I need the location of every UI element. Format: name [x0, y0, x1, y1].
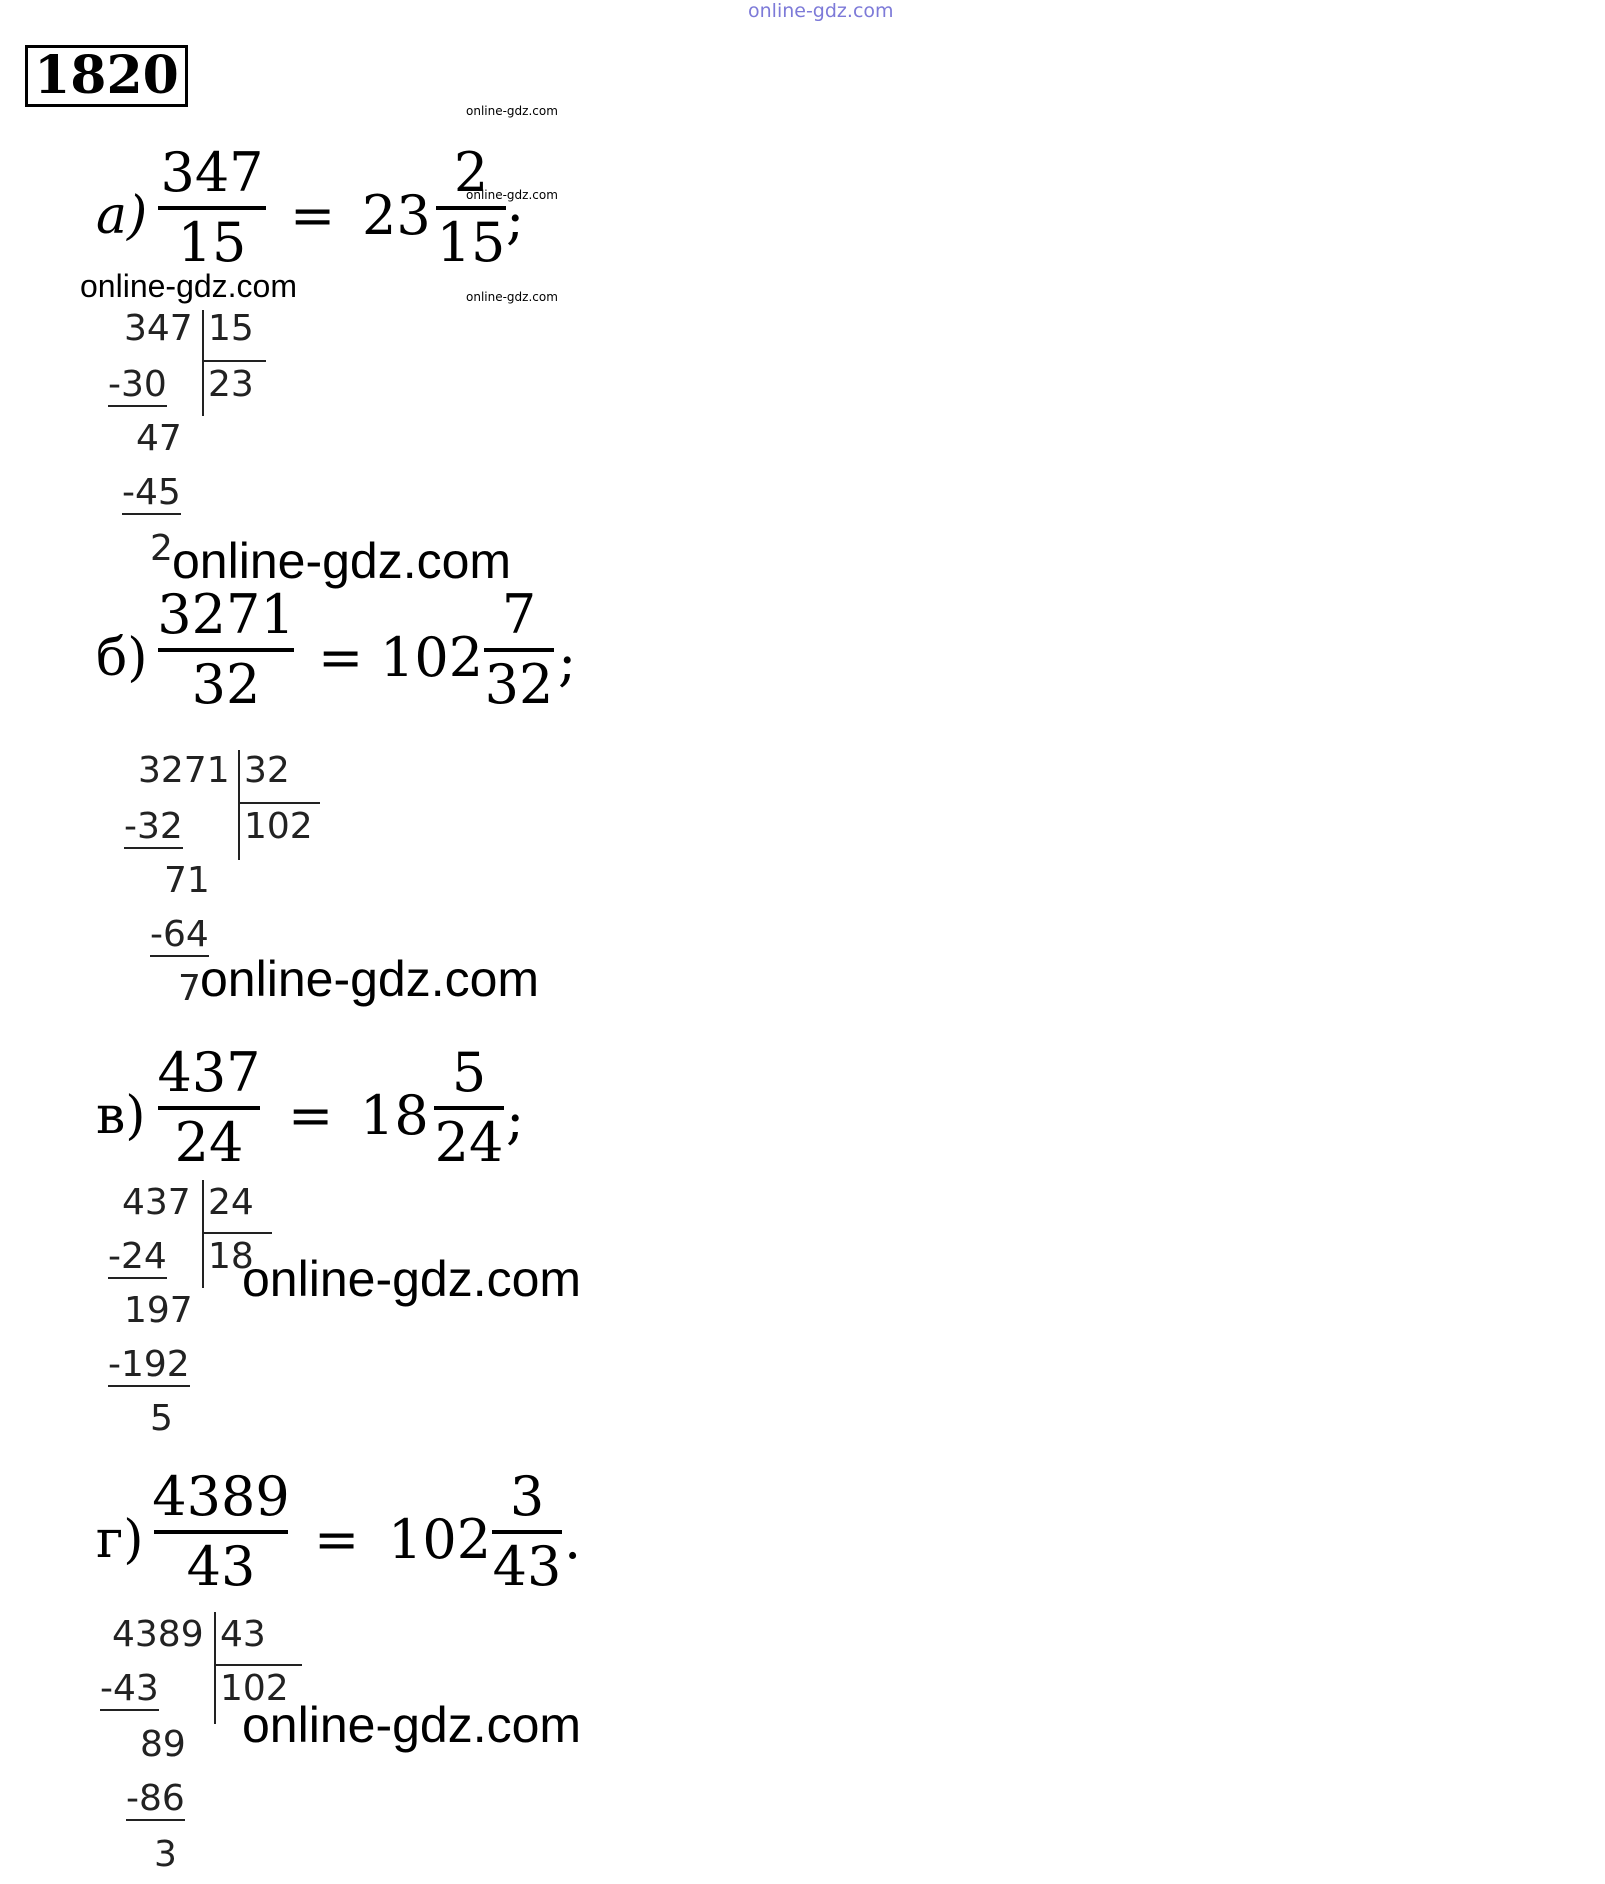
remainder: 7	[178, 968, 201, 1009]
remainder: 5	[150, 1398, 173, 1439]
dividend: 4389	[112, 1614, 204, 1655]
numerator: 3271	[157, 583, 295, 646]
watermark-large: online-gdz.com	[172, 533, 512, 589]
denominator: 15	[436, 211, 506, 274]
quotient: 23	[208, 364, 254, 405]
equals-sign: =	[314, 1508, 360, 1571]
watermark-small: online-gdz.com	[466, 188, 558, 202]
denominator: 24	[434, 1111, 504, 1174]
part-label: а)	[96, 186, 148, 246]
quotient: 102	[244, 806, 313, 847]
numerator: 3	[509, 1465, 545, 1528]
remainder: 2	[150, 528, 173, 569]
whole-part: 102	[388, 1508, 492, 1571]
proper-fraction	[434, 1040, 504, 1176]
denominator: 43	[492, 1535, 562, 1598]
watermark-small: online-gdz.com	[466, 104, 558, 118]
numerator: 437	[157, 1041, 261, 1104]
proper-fraction	[492, 1464, 562, 1600]
division-horizontal-line	[216, 1664, 302, 1666]
improper-fraction	[158, 1040, 260, 1176]
divisor: 32	[244, 750, 290, 791]
denominator: 43	[186, 1535, 256, 1598]
proper-fraction	[484, 582, 554, 718]
division-step: -32	[124, 806, 183, 847]
proper-fraction	[436, 140, 506, 276]
dividend: 347	[124, 308, 193, 349]
division-vertical-line	[202, 310, 204, 416]
division-step: -30	[108, 364, 167, 405]
denominator: 24	[174, 1111, 244, 1174]
division-step: -64	[150, 914, 209, 955]
watermark-medium: online-gdz.com	[80, 268, 297, 304]
numerator: 4389	[152, 1465, 290, 1528]
watermark-large: online-gdz.com	[242, 1251, 582, 1307]
division-horizontal-line	[204, 360, 266, 362]
divisor: 24	[208, 1182, 254, 1223]
quotient: 102	[220, 1668, 289, 1709]
division-step: -43	[100, 1668, 159, 1709]
division-step: 47	[136, 418, 182, 459]
division-vertical-line	[214, 1612, 216, 1724]
numerator: 5	[451, 1041, 487, 1104]
part-label: б)	[96, 628, 148, 688]
problem-number: 1820	[25, 45, 188, 107]
equals-sign: =	[288, 1084, 334, 1147]
denominator: 32	[484, 653, 554, 716]
improper-fraction	[158, 582, 294, 718]
division-step: -45	[122, 472, 181, 513]
dividend: 437	[122, 1182, 191, 1223]
whole-part: 102	[380, 626, 484, 689]
denominator: 15	[177, 211, 247, 274]
quotient: 18	[208, 1236, 254, 1277]
part-label: в)	[96, 1086, 146, 1146]
division-step: -86	[126, 1778, 185, 1819]
watermark-small: online-gdz.com	[466, 290, 558, 304]
numerator: 347	[160, 141, 264, 204]
watermark-large: online-gdz.com	[242, 1697, 582, 1753]
division-step: 197	[124, 1290, 193, 1331]
denominator: 32	[191, 653, 261, 716]
equals-sign: =	[290, 184, 336, 247]
division-vertical-line	[238, 750, 240, 860]
divisor: 43	[220, 1614, 266, 1655]
equals-sign: =	[318, 626, 364, 689]
top-watermark: online-gdz.com	[748, 0, 894, 22]
improper-fraction	[158, 140, 266, 276]
numerator: 7	[501, 583, 537, 646]
division-step: 89	[140, 1724, 186, 1765]
division-step: -192	[108, 1344, 190, 1385]
division-horizontal-line	[204, 1232, 272, 1234]
dividend: 3271	[138, 750, 230, 791]
numerator: 2	[453, 141, 489, 204]
end-punctuation: ;	[558, 630, 577, 693]
divisor: 15	[208, 308, 254, 349]
end-punctuation: ;	[506, 1088, 525, 1151]
part-label: г)	[96, 1510, 144, 1570]
end-punctuation: ;	[506, 188, 525, 251]
end-punctuation: .	[564, 1508, 582, 1571]
improper-fraction	[154, 1464, 288, 1600]
whole-part: 18	[360, 1084, 429, 1147]
division-vertical-line	[202, 1180, 204, 1288]
watermark-large: online-gdz.com	[200, 951, 540, 1007]
division-horizontal-line	[240, 802, 320, 804]
division-step: -24	[108, 1236, 167, 1277]
remainder: 3	[154, 1834, 177, 1875]
division-step: 71	[164, 860, 210, 901]
whole-part: 23	[362, 184, 431, 247]
